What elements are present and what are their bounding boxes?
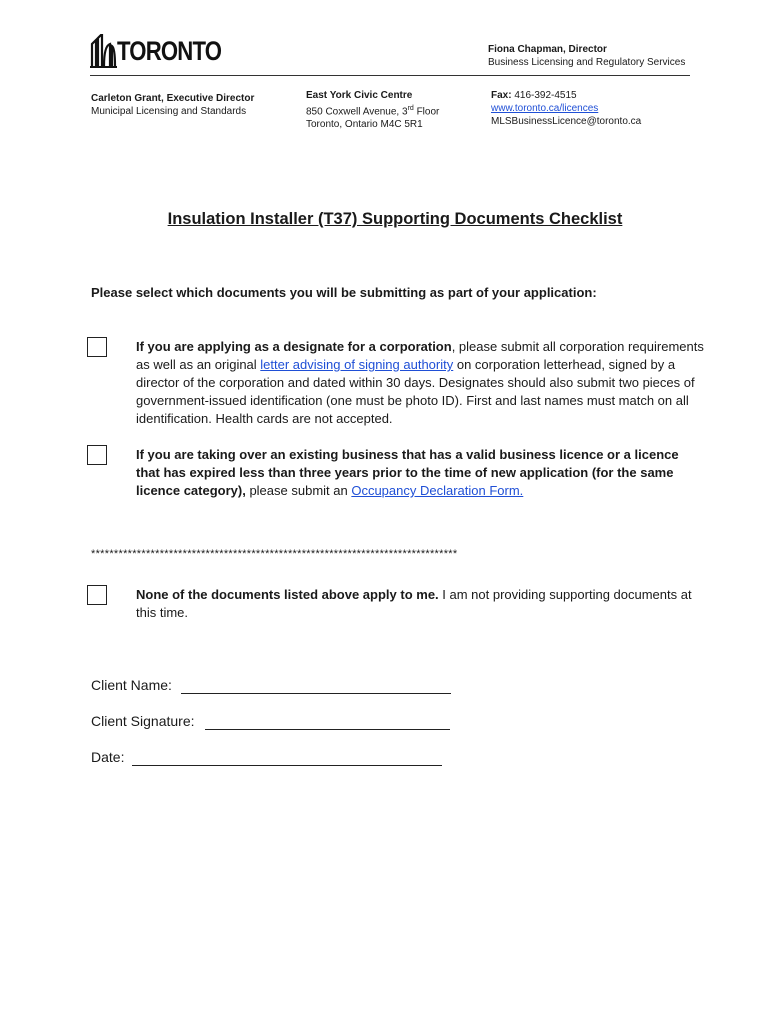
executive-block <box>91 92 254 118</box>
item-1-bold: If you are applying as a designate for a corporation <box>136 339 452 354</box>
director-name: Fiona Chapman, Director <box>488 44 607 55</box>
item-1-text: , please submit all corporation requirements as well as an original <box>136 339 704 372</box>
city-logo <box>90 34 222 70</box>
none-apply-checkbox[interactable] <box>87 585 107 605</box>
checklist-item-none <box>136 586 706 622</box>
checklist-item-takeover <box>136 446 706 500</box>
office-name: East York Civic Centre <box>306 90 413 101</box>
office-city: Toronto, Ontario M4C 5R1 <box>306 119 423 131</box>
executive-name: Carleton Grant, Executive Director <box>91 93 255 104</box>
item-2-text: please submit an <box>245 483 352 498</box>
fax-value: 416-392-4515 <box>511 90 577 101</box>
client-name-line[interactable] <box>181 693 451 694</box>
instruction-text: Please select which documents you will be submitting as part of your application: <box>91 285 597 300</box>
client-signature-line[interactable] <box>205 729 450 730</box>
date-line[interactable] <box>132 765 442 766</box>
designate-corporation-checkbox[interactable] <box>87 337 107 357</box>
contact-block <box>491 89 641 128</box>
separator-stars: ******************************************************************************** <box>91 548 458 560</box>
item-3-bold: None of the documents listed above apply to me. <box>136 587 439 602</box>
office-street-text: 850 Coxwell Avenue, 3 <box>306 106 408 118</box>
director-department: Business Licensing and Regulatory Services <box>488 57 686 68</box>
office-address <box>306 89 439 131</box>
date-label: Date: <box>91 749 125 765</box>
executive-department: Municipal Licensing and Standards <box>91 106 247 117</box>
email-address: MLSBusinessLicence@toronto.ca <box>491 116 642 127</box>
office-street-sup: rd <box>407 105 414 112</box>
occupancy-declaration-link[interactable]: Occupancy Declaration Form. <box>351 483 524 498</box>
signing-authority-link[interactable]: letter advising of signing authority <box>260 357 454 372</box>
header-divider <box>90 75 690 76</box>
client-signature-label: Client Signature: <box>91 713 195 729</box>
office-street <box>306 102 439 118</box>
fax-line <box>491 89 641 102</box>
fax-label: Fax: <box>491 90 512 101</box>
director-block <box>488 43 685 69</box>
logo-wordmark: TORONTO <box>117 36 222 66</box>
city-hall-icon <box>90 34 118 68</box>
item-2-bold: If you are taking over an existing business that has a valid business licence or a licence that has expired less than three years prior to the time of new application (for the same licence category), <box>136 447 679 498</box>
item-3-text: I am not providing supporting documents at this time. <box>136 587 692 620</box>
takeover-business-checkbox[interactable] <box>87 445 107 465</box>
client-name-label: Client Name: <box>91 677 172 693</box>
website-link[interactable]: www.toronto.ca/licences <box>491 103 599 114</box>
office-street-floor: Floor <box>413 106 440 118</box>
page-title: Insulation Installer (T37) Supporting Documents Checklist <box>167 210 623 228</box>
checklist-item-designate <box>136 338 706 428</box>
item-1-text-end: on corporation letterhead, signed by a director of the corporation and dated within 30 days. Designates should also submit two pieces of government-issued identification (one must be photo ID). First and last names must match on all identification. Health cards are not accepted. <box>136 357 695 426</box>
